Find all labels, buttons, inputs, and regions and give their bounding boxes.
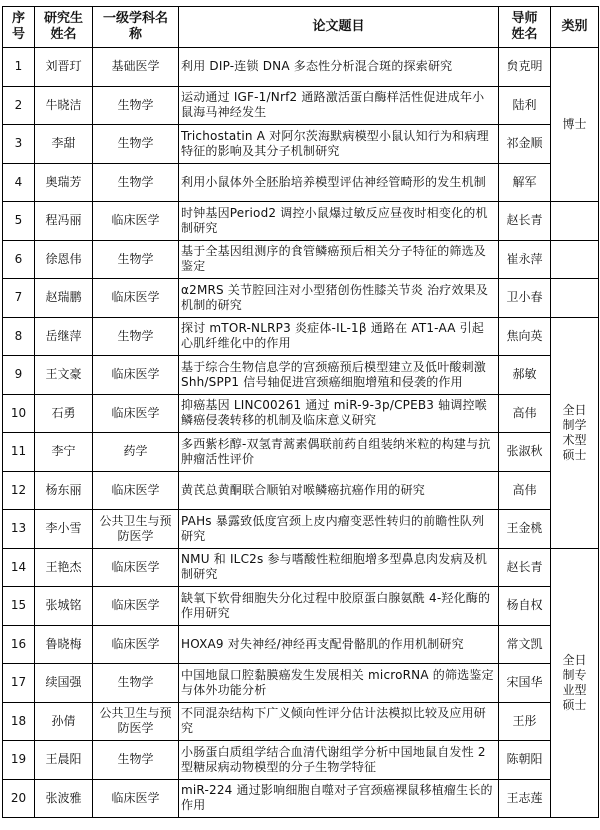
row-subject: 临床医学 <box>93 548 179 587</box>
row-thesis-title: 探讨 mTOR-NLRP3 炎症体-IL-1β 通路在 AT1-AA 引起心肌纤维化中的作用 <box>179 317 499 356</box>
row-subject: 生物学 <box>93 741 179 780</box>
category-label: 博士 <box>562 117 587 131</box>
row-seq: 12 <box>3 471 35 510</box>
table-row <box>3 664 599 703</box>
row-student-name: 岳继萍 <box>35 317 93 356</box>
table-row <box>3 48 599 87</box>
row-advisor: 焦向英 <box>499 317 551 356</box>
row-subject: 生物学 <box>93 664 179 703</box>
row-subject: 临床医学 <box>93 779 179 818</box>
header-seq: 序号 <box>3 7 35 48</box>
row-subject: 生物学 <box>93 125 179 164</box>
row-advisor: 卫小春 <box>499 279 551 318</box>
row-thesis-title: 利用小鼠体外全胚胎培养模型评估神经管畸形的发生机制 <box>179 163 499 202</box>
row-subject: 临床医学 <box>93 394 179 433</box>
category-professional-master <box>551 548 599 818</box>
row-seq: 8 <box>3 317 35 356</box>
row-thesis-title: Trichostatin A 对阿尔茨海默病模型小鼠认知行为和病理特征的影响及其分子机制研究 <box>179 125 499 164</box>
row-thesis-title: 不同混杂结构下广义倾向性评分估计法模拟比较及应用研究 <box>179 702 499 741</box>
row-seq: 20 <box>3 779 35 818</box>
table-header-row <box>3 7 599 48</box>
row-thesis-title: 小肠蛋白质组学结合血清代谢组学分析中国地鼠自发性 2 型糖尿病动物模型的分子生物学特征 <box>179 741 499 780</box>
row-seq: 19 <box>3 741 35 780</box>
row-student-name: 张波雅 <box>35 779 93 818</box>
header-category: 类别 <box>551 7 599 48</box>
row-thesis-title: 中国地鼠口腔黏膜癌发生发展相关 microRNA 的筛选鉴定与体外功能分析 <box>179 664 499 703</box>
table-row <box>3 779 599 818</box>
table-row <box>3 394 599 433</box>
row-subject: 临床医学 <box>93 279 179 318</box>
row-student-name: 石勇 <box>35 394 93 433</box>
row-student-name: 张城铭 <box>35 587 93 626</box>
row-subject: 临床医学 <box>93 356 179 395</box>
row-seq: 18 <box>3 702 35 741</box>
row-seq: 6 <box>3 240 35 279</box>
thesis-table <box>2 6 599 818</box>
row-student-name: 牛晓洁 <box>35 86 93 125</box>
row-advisor: 王彤 <box>499 702 551 741</box>
table-row <box>3 240 599 279</box>
row-advisor: 贠克明 <box>499 48 551 87</box>
row-advisor: 杨自权 <box>499 587 551 626</box>
category-label: 全日制学术型硕士 <box>562 402 587 462</box>
row-student-name: 李小雪 <box>35 510 93 549</box>
row-student-name: 王文豪 <box>35 356 93 395</box>
table-row <box>3 471 599 510</box>
table-row <box>3 587 599 626</box>
table-row <box>3 433 599 472</box>
row-seq: 5 <box>3 202 35 241</box>
row-thesis-title: α2MRS 关节腔回注对小型猪创伤性膝关节炎 治疗效果及机制的研究 <box>179 279 499 318</box>
row-advisor: 赵长青 <box>499 202 551 241</box>
row-student-name: 王晨阳 <box>35 741 93 780</box>
row-thesis-title: 多西紫杉醇-双氢青蒿素偶联前药自组装纳米粒的构建与抗肿瘤活性评价 <box>179 433 499 472</box>
header-subject: 一级学科名称 <box>93 7 179 48</box>
row-subject: 生物学 <box>93 86 179 125</box>
row-subject: 生物学 <box>93 317 179 356</box>
row-advisor: 王金桃 <box>499 510 551 549</box>
row-seq: 3 <box>3 125 35 164</box>
row-thesis-title: 黄芪总黄酮联合顺铂对喉鳞癌抗癌作用的研究 <box>179 471 499 510</box>
row-seq: 11 <box>3 433 35 472</box>
row-student-name: 徐恩伟 <box>35 240 93 279</box>
table-row <box>3 510 599 549</box>
row-student-name: 李甜 <box>35 125 93 164</box>
row-student-name: 孙倩 <box>35 702 93 741</box>
row-seq: 7 <box>3 279 35 318</box>
table-row <box>3 125 599 164</box>
row-subject: 临床医学 <box>93 471 179 510</box>
category-label: 全日制专业型硕士 <box>562 652 587 712</box>
row-student-name: 续国强 <box>35 664 93 703</box>
row-seq: 17 <box>3 664 35 703</box>
row-advisor: 高伟 <box>499 471 551 510</box>
row-seq: 9 <box>3 356 35 395</box>
row-thesis-title: HOXA9 对失神经/神经再支配骨骼肌的作用机制研究 <box>179 625 499 664</box>
row-subject: 生物学 <box>93 163 179 202</box>
row-student-name: 刘晋玎 <box>35 48 93 87</box>
row-thesis-title: NMU 和 ILC2s 参与嗜酸性粒细胞增多型鼻息肉发病及机制研究 <box>179 548 499 587</box>
header-student: 研究生姓名 <box>35 7 93 48</box>
row-thesis-title: 基于全基因组测序的食管鳞癌预后相关分子特征的筛选及鉴定 <box>179 240 499 279</box>
row-thesis-title: PAHs 暴露致低度宫颈上皮内瘤变恶性转归的前瞻性队列研究 <box>179 510 499 549</box>
row-subject: 公共卫生与预防医学 <box>93 510 179 549</box>
row-student-name: 鲁晓梅 <box>35 625 93 664</box>
table-row <box>3 741 599 780</box>
category-academic-master <box>551 317 599 548</box>
row-thesis-title: 缺氧下软骨细胞失分化过程中胶原蛋白腺氨酰 4-羟化酶的作用研究 <box>179 587 499 626</box>
row-seq: 16 <box>3 625 35 664</box>
thesis-list-page <box>2 6 598 826</box>
row-thesis-title: 利用 DIP-连锁 DNA 多态性分析混合斑的探索研究 <box>179 48 499 87</box>
row-subject: 临床医学 <box>93 587 179 626</box>
category-empty <box>551 240 599 279</box>
row-thesis-title: 抑癌基因 LINC00261 通过 miR-9-3p/CPEB3 轴调控喉鳞癌侵袭转移的机制及临床意义研究 <box>179 394 499 433</box>
table-row <box>3 279 599 318</box>
row-seq: 14 <box>3 548 35 587</box>
row-student-name: 杨东丽 <box>35 471 93 510</box>
row-seq: 4 <box>3 163 35 202</box>
row-seq: 1 <box>3 48 35 87</box>
row-advisor: 解军 <box>499 163 551 202</box>
row-advisor: 郝敏 <box>499 356 551 395</box>
row-student-name: 程冯丽 <box>35 202 93 241</box>
table-row <box>3 548 599 587</box>
header-advisor: 导师姓名 <box>499 7 551 48</box>
table-row <box>3 356 599 395</box>
row-subject: 临床医学 <box>93 625 179 664</box>
row-advisor: 张淑秋 <box>499 433 551 472</box>
row-seq: 10 <box>3 394 35 433</box>
row-student-name: 王艳杰 <box>35 548 93 587</box>
category-empty <box>551 279 599 318</box>
row-thesis-title: 运动通过 IGF-1/Nrf2 通路激活蛋白酶样活性促进成年小鼠海马神经发生 <box>179 86 499 125</box>
row-student-name: 赵瑞鹏 <box>35 279 93 318</box>
table-row <box>3 202 599 241</box>
header-title: 论文题目 <box>179 7 499 48</box>
table-row <box>3 163 599 202</box>
row-student-name: 奥瑞芳 <box>35 163 93 202</box>
row-advisor: 常文凯 <box>499 625 551 664</box>
row-subject: 基础医学 <box>93 48 179 87</box>
row-subject: 药学 <box>93 433 179 472</box>
row-subject: 生物学 <box>93 240 179 279</box>
table-row <box>3 317 599 356</box>
row-advisor: 祁金顺 <box>499 125 551 164</box>
row-advisor: 王志莲 <box>499 779 551 818</box>
row-seq: 13 <box>3 510 35 549</box>
row-advisor: 高伟 <box>499 394 551 433</box>
table-row <box>3 86 599 125</box>
row-advisor: 赵长青 <box>499 548 551 587</box>
row-student-name: 李宁 <box>35 433 93 472</box>
row-advisor: 宋国华 <box>499 664 551 703</box>
category-doctor <box>551 48 599 202</box>
row-thesis-title: 基于综合生物信息学的宫颈癌预后模型建立及低叶酸刺激 Shh/SPP1 信号轴促进宫颈癌细胞增殖和侵袭的作用 <box>179 356 499 395</box>
row-thesis-title: miR-224 通过影响细胞自噬对子宫颈癌裸鼠移植瘤生长的作用 <box>179 779 499 818</box>
row-advisor: 陆利 <box>499 86 551 125</box>
row-subject: 临床医学 <box>93 202 179 241</box>
row-advisor: 崔永萍 <box>499 240 551 279</box>
row-seq: 15 <box>3 587 35 626</box>
category-empty <box>551 202 599 241</box>
row-advisor: 陈朝阳 <box>499 741 551 780</box>
table-row <box>3 702 599 741</box>
row-seq: 2 <box>3 86 35 125</box>
row-thesis-title: 时钟基因Period2 调控小鼠爆过敏反应昼夜时相变化的机制研究 <box>179 202 499 241</box>
table-row <box>3 625 599 664</box>
row-subject: 公共卫生与预防医学 <box>93 702 179 741</box>
